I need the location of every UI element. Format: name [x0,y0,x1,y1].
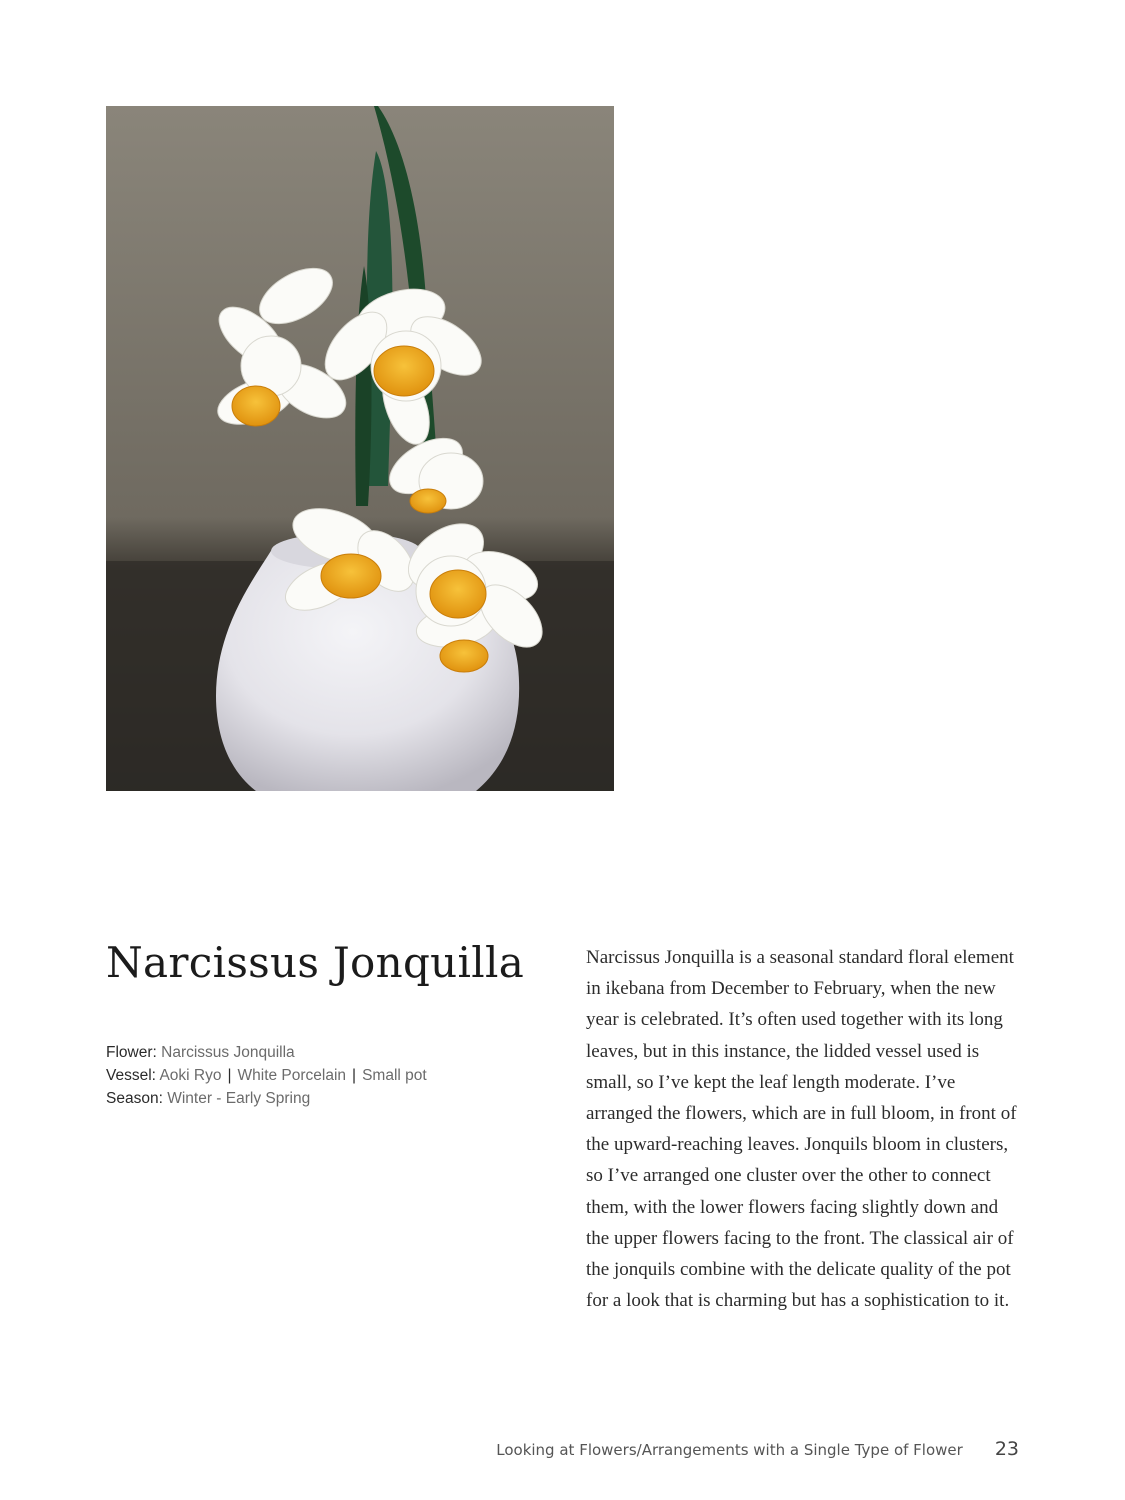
narcissus-vase-photo [106,106,614,791]
vessel-artist: Aoki Ryo [159,1067,222,1084]
flower-line [106,1041,427,1064]
separator: | [352,1067,357,1084]
vessel-label: Vessel: [106,1067,156,1084]
flower-label: Flower: [106,1044,157,1061]
running-head: Looking at Flowers/Arrangements with a Single Type of Flower [496,1441,963,1459]
page-footer [496,1438,1019,1460]
arrangement-details [106,1041,427,1110]
separator: | [227,1067,232,1084]
season-line [106,1087,427,1110]
page-number: 23 [994,1438,1019,1460]
page-title: Narcissus Jonquilla [106,938,525,987]
flower-value: Narcissus Jonquilla [161,1044,295,1061]
vessel-line [106,1064,427,1087]
vessel-type: Small pot [362,1067,427,1084]
season-label: Season: [106,1090,163,1107]
vessel-material: White Porcelain [237,1067,347,1084]
season-value: Winter - Early Spring [167,1090,311,1107]
body-paragraph: Narcissus Jonquilla is a seasonal standard floral element in ikebana from December to February, when the new year is celebrated. It’s often used together with its long leaves, but in this instance, the lidded vessel used is small, so I’ve kept the leaf length moderate. I’ve arranged the flowers, which are in full bloom, in front of the upward-reaching leaves. Jonquils bloom in clusters, so I’ve arranged one cluster over the other to connect them, with the lower flowers facing slightly down and the upper flowers facing to the front. The classical air of the jonquils combine with the delicate quality of the pot for a look that is charming but has a sophistication to it. [586,947,1017,1312]
